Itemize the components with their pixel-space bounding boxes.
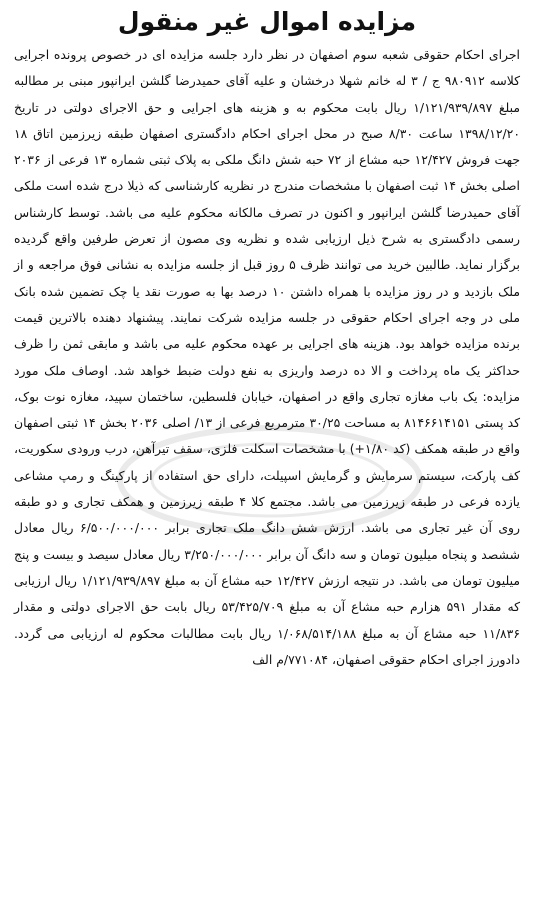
notice-title: مزایده اموال غیر منقول xyxy=(117,7,417,36)
notice-body: اجرای احکام حقوقی شعبه سوم اصفهان در نظر دارد جلسه مزایده ای در خصوص پرونده اجرایی کلاسه ۹۸۰۹۱۲ ج / ۳ له خانم شهلا درخشان و علیه آقای حمیدرضا گلشن ایرانپور مبنی بر مطالبه مبلغ ۱/۱۲۱/۹۳۹/۸۹۷ ریال بابت محکوم به و هزینه های اجرایی و حق الاجرای دولتی در تاریخ ۱۳۹۸/۱۲/۲۰ ساعت ۸/۳۰ صبح در محل اجرای احکام دادگستری اصفهان طبقه زیرزمین اتاق ۱۸ جهت فروش ۱۲/۴۲۷ حبه مشاع از ۷۲ حبه شش دانگ ملکی به پلاک ثبتی شماره ۱۳ فرعی از ۲۰۳۶ اصلی بخش ۱۴ ثبت اصفهان با مشخصات مندرج در نظریه کارشناسی که ذیلا درج شده است ملکی آقای حمیدرضا گلشن ایرانپور و اکنون در تصرف مالکانه محکوم علیه می باشد. توسط کارشناس رسمی دادگستری به شرح ذیل ارزیابی شده و نظریه وی مصون از تعرض طرفین واقع گردیده برگزار نماید. طالبین خرید می توانند ظرف ۵ روز قبل از جلسه مزایده به نشانی فوق مراجعه و از ملک بازدید و در روز مزایده با همراه داشتن ۱۰ درصد بها به صورت نقد یا چک تضمین شده بانک ملی در وجه اجرای احکام حقوقی در جلسه مزایده شرکت نمایند. پیشنهاد دهنده بالاترین قیمت برنده مزایده خواهد بود. هزینه های اجرایی بر عهده محکوم علیه می باشد و مابقی ثمن را ظرف حداکثر یک ماه پرداخت و الا ده درصد واریزی به نفع دولت ضبط خواهد شد. اوصاف ملک مورد مزایده: یک باب مغازه تجاری واقع در اصفهان، خیابان فلسطین، ساختمان سپید، مغازه نوت بوک، کد پستی ۸۱۴۶۶۱۴۱۵۱ به مساحت ۳۰/۲۵ مترمربع فرعی از ۱۳/ اصلی ۲۰۳۶ بخش ۱۴ ثبتی اصفهان واقع در طبقه همکف (کد ۱/۸۰+) با مشخصات اسکلت فلزی، سقف تیرآهن، درب ورودی سکوریت، کف پارکت، سیستم سرمایش و گرمایش اسپیلت، دارای حق استفاده از پارکینگ و رمپ مشاعی یازده فرعی در طبقه زیرزمین می باشد. مجتمع کلا ۴ طبقه زیرزمین و همکف تجاری و دو طبقه روی آن غیر تجاری می باشد. ارزش شش دانگ ملک تجاری برابر ۶/۵۰۰/۰۰۰/۰۰۰ ریال معادل ششصد و پنجاه میلیون تومان و سه دانگ آن برابر ۳/۲۵۰/۰۰۰/۰۰۰ ریال معادل سیصد و بیست و پنج میلیون تومان می باشد. در نتیجه ارزش ۱۲/۴۲۷ حبه مشاع آن به مبلغ ۱/۱۲۱/۹۳۹/۸۹۷ ریال ارزیابی که مقدار ۵۹۱ هزارم حبه مشاع آن به مبلغ ۵۳/۴۲۵/۷۰۹ ریال بابت حق الاجرای دولتی و مقدار ۱۱/۸۳۶ حبه مشاع آن به مبلغ ۱/۰۶۸/۵۱۴/۱۸۸ ریال بابت مطالبات محکوم له ارزیابی می گردد. دادورز اجرای احکام حقوقی اصفهان، ۷۷۱۰۸۴/م الف xyxy=(14,47,521,667)
